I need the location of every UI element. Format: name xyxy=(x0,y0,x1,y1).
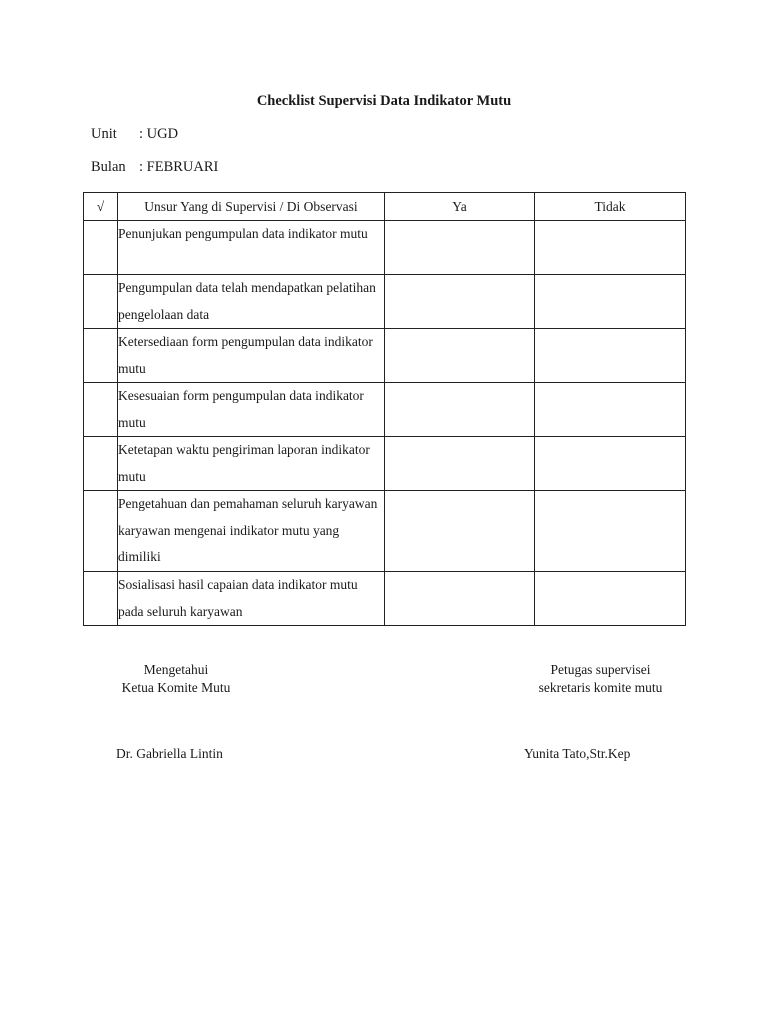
tidak-cell[interactable] xyxy=(535,491,686,572)
ya-cell[interactable] xyxy=(385,437,535,491)
check-cell[interactable] xyxy=(84,437,118,491)
ya-cell[interactable] xyxy=(385,491,535,572)
check-cell[interactable] xyxy=(84,275,118,329)
signature-block-left xyxy=(96,661,256,697)
unit-value: : UGD xyxy=(139,126,179,142)
item-cell: Ketetapan waktu pengiriman laporan indikator mutu xyxy=(118,437,385,491)
signature-right-line2: sekretaris komite mutu xyxy=(538,680,663,695)
check-cell[interactable] xyxy=(84,329,118,383)
header-ya: Ya xyxy=(385,193,535,221)
tidak-cell[interactable] xyxy=(535,275,686,329)
item-cell: Kesesuaian form pengumpulan data indikator mutu xyxy=(118,383,385,437)
signature-left-line1: Mengetahui xyxy=(143,662,209,677)
table-row xyxy=(84,572,686,626)
table-row xyxy=(84,221,686,275)
item-cell: Penunjukan pengumpulan data indikator mutu xyxy=(118,221,385,275)
table-row xyxy=(84,383,686,437)
unit-label: Unit xyxy=(91,126,117,142)
header-tidak: Tidak xyxy=(535,193,686,221)
signatory-name-right: Yunita Tato,Str.Kep xyxy=(524,746,631,761)
check-cell[interactable] xyxy=(84,572,118,626)
header-check: √ xyxy=(84,193,118,221)
supervision-checklist-table xyxy=(83,192,686,626)
item-cell: Ketersediaan form pengumpulan data indikator mutu xyxy=(118,329,385,383)
signatory-name-left: Dr. Gabriella Lintin xyxy=(116,746,223,761)
table-row xyxy=(84,275,686,329)
signature-left-line2: Ketua Komite Mutu xyxy=(121,680,231,695)
table-row xyxy=(84,491,686,572)
table-row xyxy=(84,329,686,383)
ya-cell[interactable] xyxy=(385,329,535,383)
ya-cell[interactable] xyxy=(385,275,535,329)
item-cell: Pengetahuan dan pemahaman seluruh karyawan karyawan mengenai indikator mutu yang dimiliki xyxy=(118,491,385,572)
bulan-value: : FEBRUARI xyxy=(139,159,219,175)
unit-row xyxy=(91,126,178,143)
table-header-row xyxy=(84,193,686,221)
bulan-label: Bulan xyxy=(91,159,126,175)
item-cell: Sosialisasi hasil capaian data indikator mutu pada seluruh karyawan xyxy=(118,572,385,626)
bulan-row xyxy=(91,159,218,176)
signature-block-right xyxy=(508,661,693,697)
tidak-cell[interactable] xyxy=(535,221,686,275)
ya-cell[interactable] xyxy=(385,221,535,275)
item-cell: Pengumpulan data telah mendapatkan pelatihan pengelolaan data xyxy=(118,275,385,329)
table-row xyxy=(84,437,686,491)
ya-cell[interactable] xyxy=(385,383,535,437)
tidak-cell[interactable] xyxy=(535,437,686,491)
check-cell[interactable] xyxy=(84,491,118,572)
tidak-cell[interactable] xyxy=(535,329,686,383)
tidak-cell[interactable] xyxy=(535,572,686,626)
document-title: Checklist Supervisi Data Indikator Mutu xyxy=(256,93,512,109)
header-item: Unsur Yang di Supervisi / Di Observasi xyxy=(118,193,385,221)
ya-cell[interactable] xyxy=(385,572,535,626)
check-cell[interactable] xyxy=(84,221,118,275)
check-cell[interactable] xyxy=(84,383,118,437)
tidak-cell[interactable] xyxy=(535,383,686,437)
signature-right-line1: Petugas supervisei xyxy=(550,662,651,677)
